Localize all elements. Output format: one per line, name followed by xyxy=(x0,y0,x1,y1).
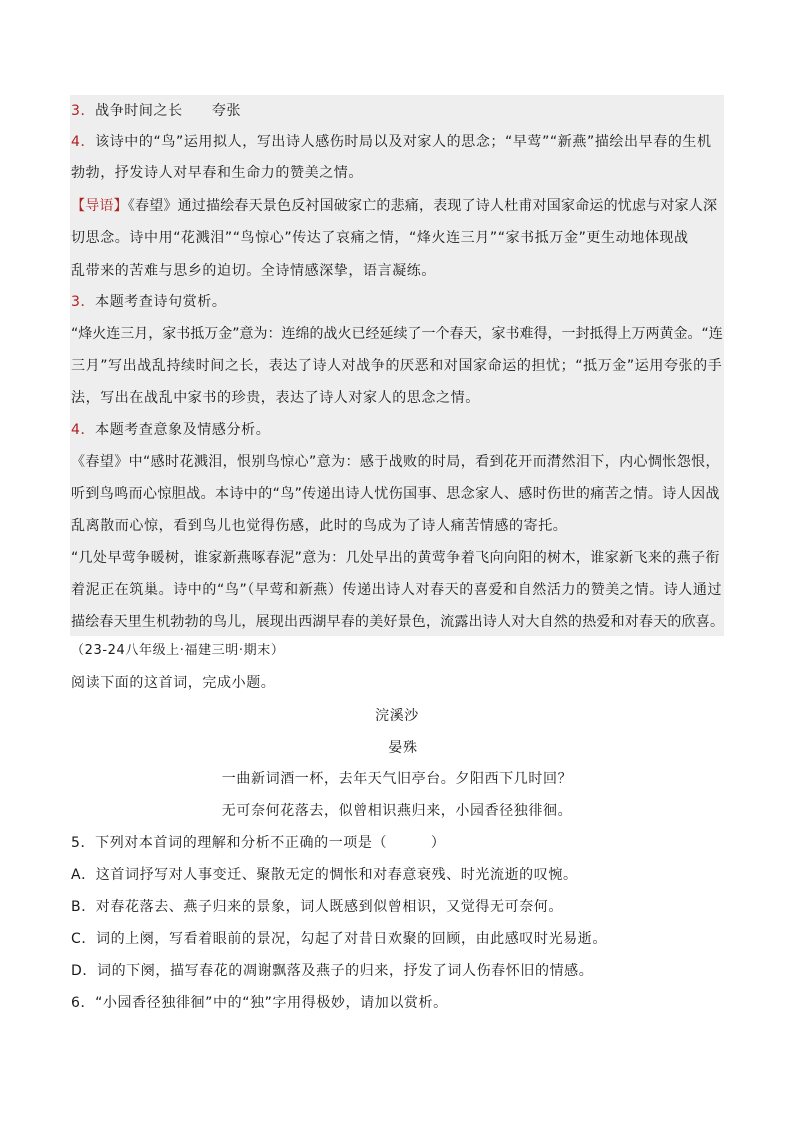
answer-3-number: 3． xyxy=(71,103,96,119)
explain-4-line-6: 描绘春天里生机勃勃的鸟儿，展现出西湖早春的美好景色，流露出诗人对大自然的热爱和对春天的欣喜。 xyxy=(71,614,725,630)
option-c: C．词的上阕，写看着眼前的景况，勾起了对昔日欢聚的回顾，由此感叹时光易逝。 xyxy=(71,931,607,947)
guide-text-1: 《春望》通过描绘春天景色反衬国破家亡的悲痛，表现了诗人杜甫对国家命运的忧虑与对家人深 xyxy=(127,198,718,214)
question-6: 6．“小园香径独徘徊”中的“独”字用得极妙，请加以赏析。 xyxy=(71,995,448,1011)
guide-tag: 【导语】 xyxy=(71,198,128,214)
poem-line-2: 无可奈何花落去，似曾相识燕归来，小园香径独徘徊。 xyxy=(221,803,573,819)
explain-4-number: 4． xyxy=(71,422,96,438)
poem-author: 晏殊 xyxy=(388,740,418,756)
answer-3 xyxy=(71,101,241,121)
explain-4-line-2: 听到鸟鸣而心惊胆战。本诗中的“鸟”传递出诗人忧伤国事、思念家人、感时伤世的痛苦之情。诗人因战 xyxy=(71,486,720,502)
explain-3-line-1: “烽火连三月，家书抵万金”意为：连绵的战火已经延续了一个春天，家书难得，一封抵得上万两黄金。“连 xyxy=(71,326,723,342)
explain-4-line-3: 乱离散而心惊，看到鸟儿也觉得伤感，此时的鸟成为了诗人痛苦情感的寄托。 xyxy=(71,518,568,534)
question-source: （23-24八年级上·福建三明·期末） xyxy=(71,643,285,658)
explain-4-line-5: 着泥正在筑巢。诗中的“鸟”（早莺和新燕）传递出诗人对春天的喜爱和自然活力的赞美之情。诗人通过 xyxy=(71,582,723,598)
explain-3-line-3: 法，写出在战乱中家书的珍贵，表达了诗人对家人的思念之情。 xyxy=(71,390,480,406)
explain-4-line-4: “几处早莺争暖树，谁家新燕啄春泥”意为：几处早出的黄莺争着飞向向阳的树木，谁家新飞来的燕子衔 xyxy=(71,550,720,566)
explain-4-title-text: 本题考查意象及情感分析。 xyxy=(95,422,271,438)
explain-4-title xyxy=(71,420,270,440)
guide-line-3: 乱带来的苦难与思乡的迫切。全诗情感深挚，语言凝练。 xyxy=(71,263,436,279)
answer-4-line-1 xyxy=(71,132,712,152)
answer-4-number: 4． xyxy=(71,134,96,150)
explain-4-line-1: 《春望》中“感时花溅泪，恨别鸟惊心”意为：感于战败的时局，看到花开而潸然泪下，内心惆怅怨恨， xyxy=(71,454,720,470)
explain-3-title-text: 本题考查诗句赏析。 xyxy=(95,294,227,310)
question-5: 5．下列对本首词的理解和分析不正确的一项是（ ） xyxy=(71,835,446,851)
option-a: A．这首词抒写对人事变迁、聚散无定的惆怅和对春意衰残、时光流逝的叹惋。 xyxy=(71,867,578,883)
explain-3-number: 3． xyxy=(71,294,96,310)
poem-line-1: 一曲新词酒一杯，去年天气旧亭台。夕阳西下几时回？ xyxy=(221,771,573,787)
answer-3-text: 战争时间之长 夸张 xyxy=(95,103,242,119)
answer-4-text-1: 该诗中的“鸟”运用拟人，写出诗人感伤时局以及对家人的思念；“早莺”“新燕”描绘出早春的生机 xyxy=(95,134,712,150)
poem-title: 浣溪沙 xyxy=(375,708,419,724)
guide-line-2: 切思念。诗中用“花溅泪”“鸟惊心”传达了哀痛之情，“烽火连三月”“家书抵万金”更生动地体现战 xyxy=(71,230,689,246)
explain-3-line-2: 三月”写出战乱持续时间之长，表达了诗人对战争的厌恶和对国家命运的担忧；“抵万金”运用夸张的手 xyxy=(71,358,723,374)
option-b: B．对春花落去、燕子归来的景象，词人既感到似曾相识，又觉得无可奈何。 xyxy=(71,899,564,915)
answer-4-line-2: 勃勃，抒发诗人对早春和生命力的赞美之情。 xyxy=(71,165,363,181)
explain-3-title xyxy=(71,292,227,312)
question-intro: 阅读下面的这首词，完成小题。 xyxy=(71,675,276,691)
guide-line-1 xyxy=(71,196,717,216)
option-d: D．词的下阕，描写春花的凋谢飘落及燕子的归来，抒发了词人伤春怀旧的情感。 xyxy=(71,963,594,979)
